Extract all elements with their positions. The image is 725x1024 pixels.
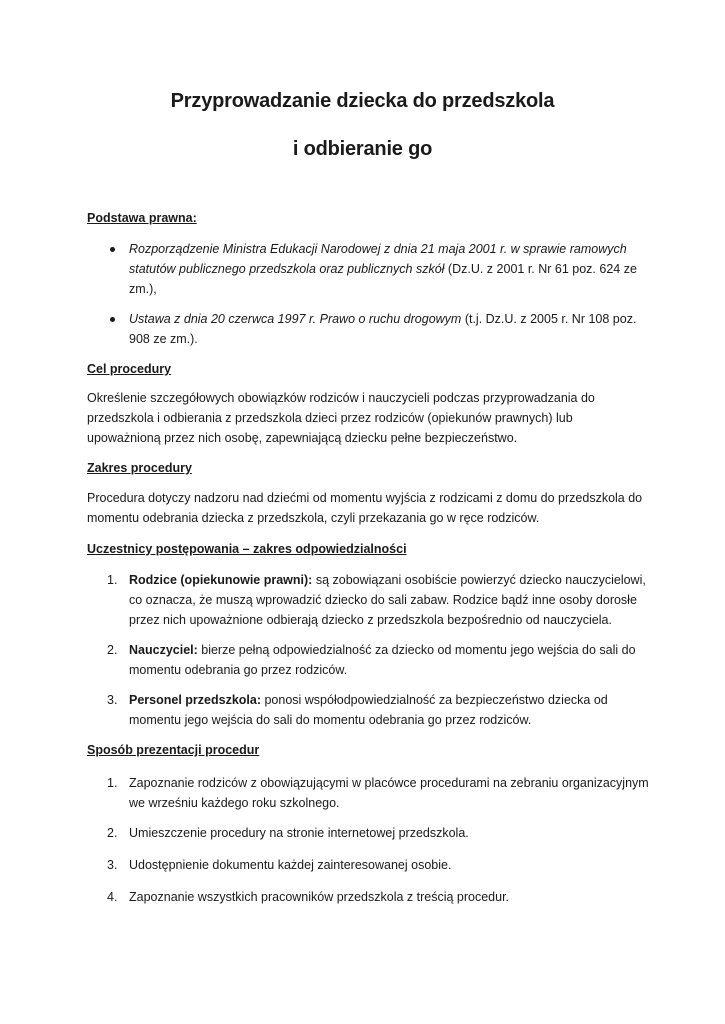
participant-role: Nauczyciel: — [129, 643, 198, 657]
list-number: 2. — [107, 826, 118, 840]
participants-heading: Uczestnicy postępowania – zakres odpowiedzialności — [87, 542, 407, 556]
document-title-line-1: Przyprowadzanie dziecka do przedszkola — [170, 90, 555, 112]
list-number: 2. — [107, 643, 118, 657]
legal-basis-item-citation: (Dz.U. z 2001 r. Nr 61 poz. 624 ze zm.), — [129, 262, 637, 296]
presentation-item: Umieszczenie procedury na stronie internetowej przedszkola. — [129, 826, 469, 840]
presentation-heading: Sposób prezentacji procedur — [87, 743, 260, 757]
list-number: 1. — [107, 776, 118, 790]
presentation-item: Zapoznanie wszystkich pracowników przedszkola z treścią procedur. — [129, 890, 510, 904]
document-title-line-2: i odbieranie go — [292, 138, 433, 160]
participant-role: Personel przedszkola: — [129, 693, 261, 707]
participant-item — [129, 690, 649, 730]
legal-basis-item-title: Ustawa z dnia 20 czerwca 1997 r. Prawo o ruchu drogowym — [129, 312, 462, 326]
list-number: 3. — [107, 693, 118, 707]
legal-basis-item-title: Rozporządzenie Ministra Edukacji Narodowej z dnia 21 maja 2001 r. w sprawie ramowych statutów publicznego przedszkola oraz publicznych szkół — [129, 242, 627, 276]
participant-role: Rodzice (opiekunowie prawni): — [129, 573, 313, 587]
legal-basis-heading: Podstawa prawna: — [87, 211, 197, 225]
legal-basis-item-citation: (t.j. Dz.U. z 2005 r. Nr 108 poz. 908 ze zm.). — [129, 312, 637, 346]
purpose-heading: Cel procedury — [87, 362, 172, 376]
participant-duty: są zobowiązani osobiście powierzyć dziecko nauczycielowi, co oznacza, że muszą wprowadzić dziecko do sali zabaw. Rodzice bądź inne osoby dorosłe przez nich upoważnione odbierają dziecko z przedszkola bezpośrednio od nauczyciela. — [129, 573, 646, 627]
participant-duty: bierze pełną odpowiedzialność za dziecko od momentu jego wejścia do sali do momentu odebrania go przez rodziców. — [129, 643, 636, 677]
scope-heading: Zakres procedury — [87, 461, 192, 475]
bullet-icon — [107, 314, 117, 324]
purpose-text: Określenie szczegółowych obowiązków rodziców i nauczycieli podczas przyprowadzania do przedszkola i odbierania z przedszkola dzieci przez rodziców (opiekunów prawnych) lub upoważnioną przez nich osobę, zapewniającą dziecku pełne bezpieczeństwo. — [87, 391, 595, 445]
participant-item — [129, 640, 649, 680]
scope-text: Procedura dotyczy nadzoru nad dziećmi od momentu wyjścia z rodzicami z domu do przedszkola do momentu odebrania dziecka z przedszkola, czyli przekazania go w ręce rodziców. — [87, 491, 643, 525]
legal-basis-item — [129, 309, 649, 349]
bullet-icon — [107, 244, 117, 254]
participant-item — [129, 570, 649, 630]
list-number: 4. — [107, 890, 118, 904]
list-number: 1. — [107, 573, 118, 587]
list-number: 3. — [107, 858, 118, 872]
presentation-item: Udostępnienie dokumentu każdej zainteresowanej osobie. — [129, 858, 452, 872]
presentation-item: Zapoznanie rodziców z obowiązującymi w placówce procedurami na zebraniu organizacyjnym we wrześniu każdego roku szkolnego. — [129, 776, 649, 810]
legal-basis-item — [129, 239, 649, 299]
participant-duty: ponosi współodpowiedzialność za bezpieczeństwo dziecka od momentu jego wejścia do sali do momentu odebrania go przez rodziców. — [129, 693, 608, 727]
